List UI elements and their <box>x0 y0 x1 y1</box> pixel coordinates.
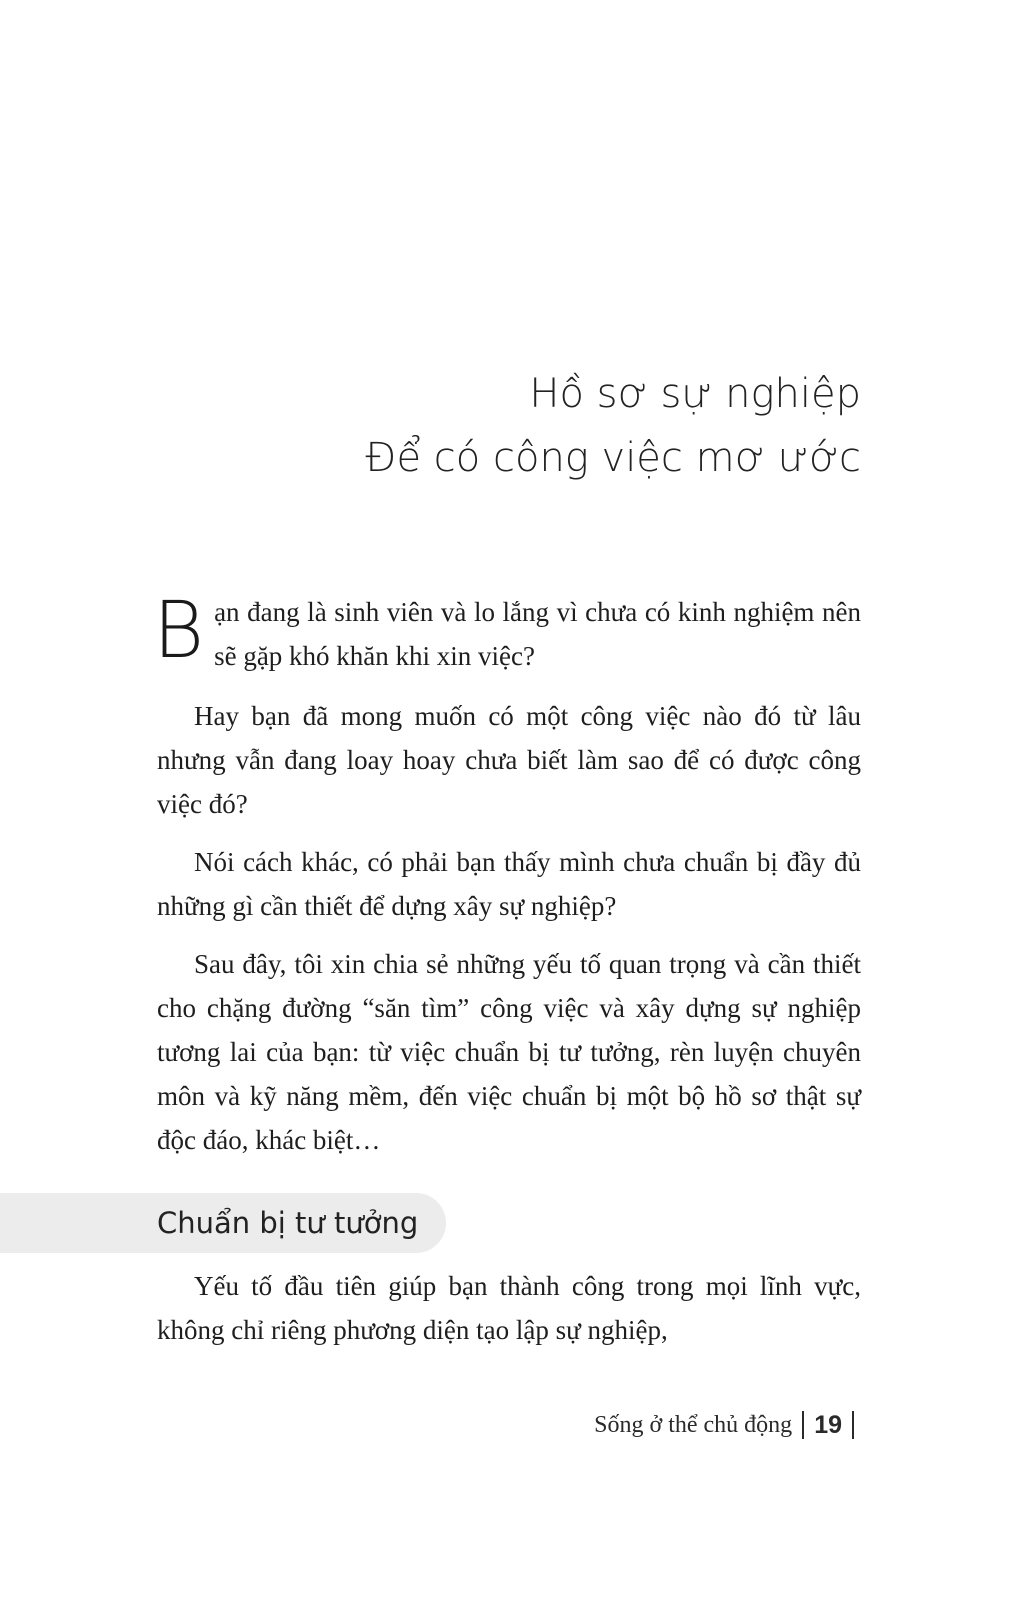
page-footer <box>594 1405 864 1445</box>
section-heading: Chuẩn bị tư tưởng <box>157 1206 419 1240</box>
footer-separator <box>802 1411 804 1439</box>
page-number: 19 <box>814 1411 842 1439</box>
paragraph-intro-text: ạn đang là sinh viên và lo lắng vì chưa có kinh nghiệm nên sẽ gặp khó khăn khi xin việc? <box>214 597 861 671</box>
paragraph-4: Sau đây, tôi xin chia sẻ những yếu tố quan trọng và cần thiết cho chặng đường “săn tìm” công việc và xây dựng sự nghiệp tương lai của bạn: từ việc chuẩn bị tư tưởng, rèn luyện chuyên môn và kỹ năng mềm, đến việc chuẩn bị một bộ hồ sơ thật sự độc đáo, khác biệt… <box>157 949 861 1155</box>
footer-separator-end <box>852 1411 854 1439</box>
drop-cap: B <box>153 586 205 676</box>
paragraph-2: Hay bạn đã mong muốn có một công việc nào đó từ lâu nhưng vẫn đang loay hoay chưa biết làm sao để có được công việc đó? <box>157 701 861 819</box>
chapter-title-line-2: Để có công việc mơ ước <box>365 435 861 481</box>
footer-book-title: Sống ở thể chủ động <box>594 1412 793 1438</box>
paragraph-3: Nói cách khác, có phải bạn thấy mình chưa chuẩn bị đầy đủ những gì cần thiết để dựng xây sự nghiệp? <box>157 847 861 921</box>
chapter-title <box>365 362 861 490</box>
paragraph-5: Yếu tố đầu tiên giúp bạn thành công trong mọi lĩnh vực, không chỉ riêng phương diện tạo lập sự nghiệp, <box>157 1271 861 1345</box>
chapter-title-line-1: Hồ sơ sự nghiệp <box>529 371 861 417</box>
paragraph-intro <box>153 586 861 678</box>
